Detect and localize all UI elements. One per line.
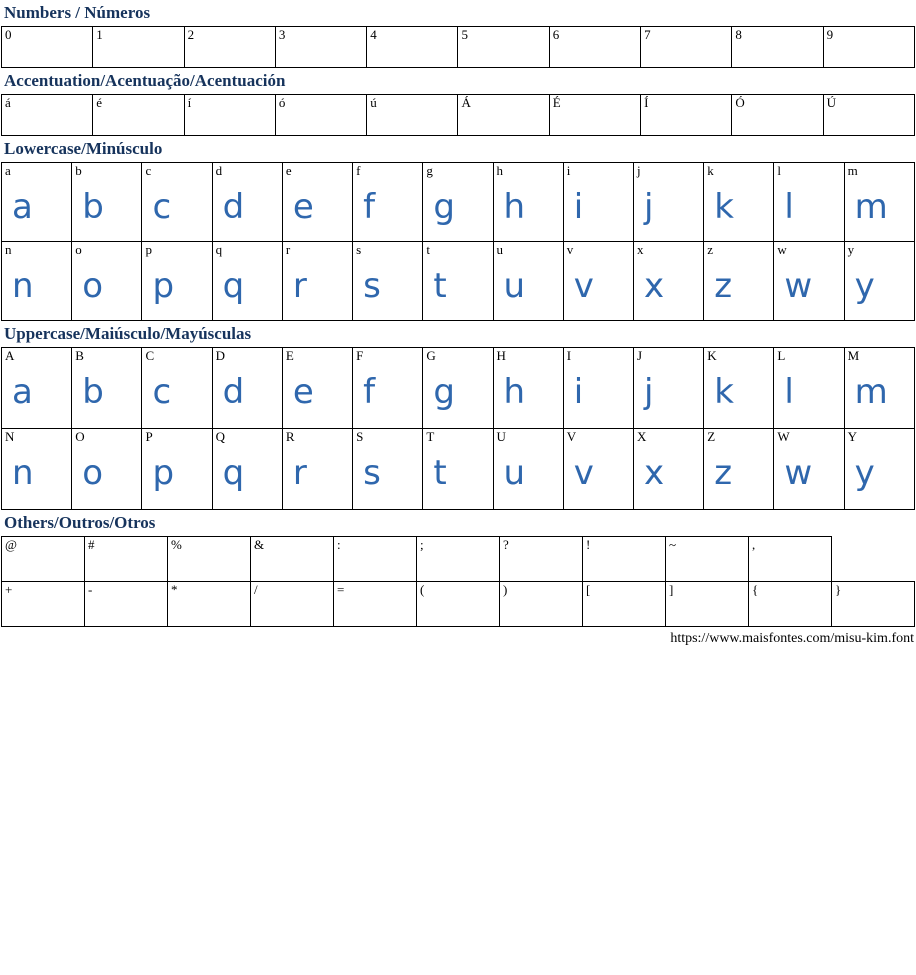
glyph-cell xyxy=(749,582,832,627)
glyph-cell xyxy=(251,582,334,627)
glyph-cell xyxy=(2,242,72,321)
glyph-sample: k xyxy=(714,372,734,412)
glyph-label: o xyxy=(75,242,82,257)
glyph-sample: r xyxy=(292,266,307,306)
glyph-cell xyxy=(500,537,583,582)
glyph-label: ~ xyxy=(669,537,677,552)
glyph-label: q xyxy=(215,242,223,257)
glyph-label: í xyxy=(187,95,192,110)
glyph-cell xyxy=(142,348,212,429)
glyph-label: # xyxy=(88,537,95,552)
glyph-cell xyxy=(732,95,823,136)
table-row xyxy=(2,163,915,242)
glyph-cell xyxy=(353,348,423,429)
glyph-sample: m xyxy=(854,372,888,412)
glyph-cell xyxy=(583,582,666,627)
glyph-sample: c xyxy=(152,372,172,412)
glyph-cell xyxy=(633,163,703,242)
glyph-cell xyxy=(493,163,563,242)
glyph-cell xyxy=(184,95,275,136)
glyph-sample: m xyxy=(854,187,888,227)
glyph-label: ú xyxy=(370,95,377,110)
glyph-label: } xyxy=(835,582,842,597)
glyph-label: é xyxy=(96,95,103,110)
glyph-label: l xyxy=(777,163,782,178)
glyph-cell xyxy=(563,429,633,510)
glyph-label: v xyxy=(566,242,574,257)
glyph-cell xyxy=(549,95,640,136)
glyph-cell xyxy=(563,348,633,429)
glyph-cell xyxy=(704,163,774,242)
glyph-sample: d xyxy=(222,187,245,227)
glyph-label: C xyxy=(145,348,155,363)
glyph-cell xyxy=(633,429,703,510)
glyph-cell xyxy=(353,429,423,510)
glyph-label: a xyxy=(5,163,11,178)
glyph-label: ; xyxy=(420,537,424,552)
glyph-sample: l xyxy=(784,187,794,227)
glyph-sample: o xyxy=(82,266,104,306)
glyph-label: Ó xyxy=(735,95,745,110)
glyph-label: { xyxy=(752,582,759,597)
glyph-sample: l xyxy=(784,372,794,412)
glyph-sample: q xyxy=(222,266,245,306)
glyph-cell xyxy=(72,429,142,510)
glyph-label: s xyxy=(356,242,362,257)
glyph-sample: e xyxy=(292,372,314,412)
glyph-sample: k xyxy=(714,187,734,227)
glyph-cell xyxy=(72,242,142,321)
glyph-label: ! xyxy=(586,537,591,552)
glyph-cell xyxy=(168,537,251,582)
glyph-label: I xyxy=(566,348,572,363)
glyph-label: , xyxy=(752,537,756,552)
glyph-cell xyxy=(666,537,749,582)
glyph-sample: y xyxy=(854,453,875,493)
glyph-sample: p xyxy=(152,453,175,493)
glyph-sample: w xyxy=(784,453,813,493)
glyph-label: c xyxy=(145,163,152,178)
glyph-label: k xyxy=(707,163,714,178)
glyph-sample: u xyxy=(503,266,526,306)
glyph-label: ( xyxy=(420,582,425,597)
glyph-label: 6 xyxy=(552,27,560,42)
glyph-cell xyxy=(2,95,93,136)
glyph-sample: x xyxy=(643,266,665,306)
glyph-cell xyxy=(2,429,72,510)
glyph-label: ó xyxy=(278,95,286,110)
glyph-label: P xyxy=(145,429,153,444)
glyph-cell xyxy=(423,163,493,242)
glyph-cell xyxy=(72,163,142,242)
glyph-sample: z xyxy=(714,453,733,493)
glyph-label: B xyxy=(75,348,84,363)
glyph-label: h xyxy=(496,163,504,178)
glyph-cell xyxy=(142,163,212,242)
glyph-cell xyxy=(633,348,703,429)
glyph-cell xyxy=(774,429,844,510)
others-table xyxy=(1,536,915,627)
glyph-sample: d xyxy=(222,372,245,412)
glyph-label: ? xyxy=(503,537,509,552)
glyph-cell xyxy=(142,242,212,321)
table-row xyxy=(2,537,915,582)
glyph-label: j xyxy=(636,163,641,178)
glyph-cell xyxy=(353,242,423,321)
glyph-cell xyxy=(666,582,749,627)
glyph-cell xyxy=(334,582,417,627)
glyph-cell xyxy=(367,27,458,68)
glyph-label: U xyxy=(496,429,506,444)
glyph-cell xyxy=(423,348,493,429)
glyph-cell xyxy=(184,27,275,68)
glyph-cell xyxy=(423,429,493,510)
glyph-cell xyxy=(275,95,366,136)
glyph-label: O xyxy=(75,429,85,444)
glyph-cell xyxy=(844,348,914,429)
section-title-others: Others/Outros/Otros xyxy=(4,513,156,532)
glyph-label: R xyxy=(285,429,295,444)
glyph-label: X xyxy=(636,429,647,444)
glyph-label: K xyxy=(707,348,717,363)
glyph-sample: b xyxy=(82,372,104,412)
glyph-label: G xyxy=(426,348,436,363)
glyph-label: Q xyxy=(215,429,226,444)
glyph-label: & xyxy=(254,537,265,552)
glyph-label: + xyxy=(5,582,13,597)
table-row xyxy=(2,27,915,68)
glyph-cell xyxy=(583,537,666,582)
glyph-label: W xyxy=(777,429,790,444)
glyph-sample: j xyxy=(643,187,654,227)
glyph-label: t xyxy=(426,242,430,257)
glyph-label: 8 xyxy=(735,27,742,42)
glyph-label: Z xyxy=(707,429,716,444)
glyph-label: á xyxy=(5,95,11,110)
glyph-cell xyxy=(212,348,282,429)
glyph-label: m xyxy=(847,163,858,178)
glyph-sample: f xyxy=(363,187,376,227)
glyph-cell xyxy=(367,95,458,136)
glyph-cell xyxy=(774,348,844,429)
glyph-label: F xyxy=(356,348,364,363)
glyph-cell xyxy=(704,429,774,510)
accentuation-table xyxy=(1,94,915,136)
glyph-sample: s xyxy=(363,266,381,306)
glyph-label: Á xyxy=(461,95,471,110)
glyph-cell xyxy=(85,537,168,582)
glyph-cell xyxy=(2,537,85,582)
glyph-cell xyxy=(823,95,914,136)
glyph-label: [ xyxy=(586,582,591,597)
glyph-cell xyxy=(212,242,282,321)
glyph-cell xyxy=(563,163,633,242)
glyph-sample: r xyxy=(292,453,307,493)
glyph-cell xyxy=(641,27,732,68)
glyph-cell xyxy=(749,537,832,582)
glyph-label: Ú xyxy=(826,95,837,110)
glyph-cell xyxy=(423,242,493,321)
glyph-label: g xyxy=(426,163,433,178)
table-row xyxy=(2,429,915,510)
glyph-cell xyxy=(2,27,93,68)
glyph-cell xyxy=(493,348,563,429)
glyph-label: n xyxy=(5,242,12,257)
glyph-sample: a xyxy=(12,372,33,412)
glyph-sample: h xyxy=(503,372,526,412)
section-title-uppercase: Uppercase/Maiúsculo/Mayúsculas xyxy=(4,324,252,343)
glyph-label: - xyxy=(88,582,93,597)
glyph-sample: j xyxy=(643,372,654,412)
glyph-label: w xyxy=(777,242,787,257)
glyph-cell xyxy=(275,27,366,68)
glyph-label: 9 xyxy=(826,27,834,42)
glyph-label: x xyxy=(636,242,644,257)
glyph-label: 2 xyxy=(187,27,195,42)
glyph-cell xyxy=(458,27,549,68)
glyph-sample: o xyxy=(82,453,104,493)
glyph-label: ] xyxy=(669,582,674,597)
section-title-numbers: Numbers / Números xyxy=(4,3,151,22)
glyph-sample: z xyxy=(714,266,733,306)
glyph-sample: h xyxy=(503,187,526,227)
glyph-sample: p xyxy=(152,266,175,306)
glyph-label: D xyxy=(215,348,226,363)
glyph-cell xyxy=(72,348,142,429)
glyph-label: = xyxy=(337,582,345,597)
glyph-sample: g xyxy=(433,372,455,412)
table-row xyxy=(2,95,915,136)
section-title-accentuation: Accentuation/Acentuação/Acentuación xyxy=(4,71,286,90)
glyph-label: f xyxy=(356,163,361,178)
glyph-sample: n xyxy=(12,453,34,493)
glyph-label: 0 xyxy=(5,27,12,42)
glyph-label: 4 xyxy=(370,27,377,42)
glyph-cell xyxy=(334,537,417,582)
glyph-label: z xyxy=(707,242,713,257)
glyph-label: M xyxy=(847,348,860,363)
glyph-label: @ xyxy=(5,537,17,552)
table-row xyxy=(2,348,915,429)
section-title-lowercase: Lowercase/Minúsculo xyxy=(4,139,163,158)
glyph-sample: n xyxy=(12,266,34,306)
glyph-label: * xyxy=(171,582,178,597)
glyph-cell xyxy=(774,242,844,321)
glyph-cell xyxy=(251,537,334,582)
glyph-cell xyxy=(823,27,914,68)
glyph-cell xyxy=(832,582,915,627)
glyph-sample: b xyxy=(82,187,104,227)
glyph-label: 7 xyxy=(644,27,651,42)
glyph-label: 3 xyxy=(278,27,286,42)
glyph-label: u xyxy=(496,242,504,257)
glyph-cell xyxy=(93,95,184,136)
glyph-cell xyxy=(417,537,500,582)
glyph-cell xyxy=(493,429,563,510)
glyph-label: S xyxy=(356,429,364,444)
table-row xyxy=(2,582,915,627)
glyph-label: N xyxy=(5,429,15,444)
glyph-cell xyxy=(282,429,352,510)
glyph-cell xyxy=(844,242,914,321)
numbers-table xyxy=(1,26,915,68)
glyph-label: Y xyxy=(847,429,858,444)
glyph-sample: g xyxy=(433,187,455,227)
glyph-cell xyxy=(458,95,549,136)
glyph-cell xyxy=(93,27,184,68)
glyph-cell xyxy=(774,163,844,242)
lowercase-table xyxy=(1,162,915,321)
glyph-sample: w xyxy=(784,266,813,306)
glyph-cell xyxy=(282,242,352,321)
glyph-cell xyxy=(641,95,732,136)
glyph-cell xyxy=(844,163,914,242)
glyph-cell xyxy=(500,582,583,627)
glyph-cell xyxy=(2,582,85,627)
glyph-cell xyxy=(353,163,423,242)
glyph-label: % xyxy=(171,537,182,552)
glyph-cell xyxy=(85,582,168,627)
glyph-label: r xyxy=(285,242,291,257)
glyph-cell xyxy=(844,429,914,510)
glyph-sample: c xyxy=(152,187,172,227)
glyph-cell xyxy=(212,429,282,510)
glyph-cell xyxy=(282,348,352,429)
glyph-label: e xyxy=(285,163,292,178)
glyph-label: y xyxy=(847,242,855,257)
glyph-cell xyxy=(549,27,640,68)
glyph-label: i xyxy=(566,163,571,178)
glyph-cell xyxy=(282,163,352,242)
glyph-cell xyxy=(2,348,72,429)
glyph-sample: q xyxy=(222,453,245,493)
glyph-label: 5 xyxy=(461,27,468,42)
glyph-sample: v xyxy=(573,453,594,493)
glyph-cell xyxy=(2,163,72,242)
glyph-label: ) xyxy=(503,582,508,597)
glyph-cell xyxy=(633,242,703,321)
glyph-sample: s xyxy=(363,453,381,493)
glyph-label: Í xyxy=(644,95,649,110)
glyph-cell xyxy=(704,348,774,429)
glyph-sample: i xyxy=(573,187,584,227)
glyph-label: A xyxy=(5,348,15,363)
glyph-label: É xyxy=(552,95,561,110)
glyph-cell xyxy=(212,163,282,242)
glyph-cell xyxy=(563,242,633,321)
glyph-cell xyxy=(732,27,823,68)
glyph-label: T xyxy=(426,429,435,444)
glyph-label: p xyxy=(145,242,152,257)
glyph-cell xyxy=(168,582,251,627)
glyph-label: 1 xyxy=(96,27,103,42)
glyph-label: E xyxy=(285,348,294,363)
glyph-sample: v xyxy=(573,266,594,306)
glyph-sample: e xyxy=(292,187,314,227)
glyph-label: : xyxy=(337,537,341,552)
glyph-sample: u xyxy=(503,453,526,493)
glyph-label: / xyxy=(254,582,258,597)
glyph-label: b xyxy=(75,163,82,178)
glyph-sample: t xyxy=(433,266,447,306)
table-row xyxy=(2,242,915,321)
glyph-label: V xyxy=(566,429,577,444)
glyph-sample: x xyxy=(643,453,665,493)
glyph-label: d xyxy=(215,163,223,178)
glyph-label: L xyxy=(777,348,786,363)
glyph-sample: a xyxy=(12,187,33,227)
glyph-sample: i xyxy=(573,372,584,412)
glyph-cell xyxy=(493,242,563,321)
glyph-cell xyxy=(417,582,500,627)
glyph-sample: f xyxy=(363,372,376,412)
glyph-label: J xyxy=(636,348,643,363)
source-url[interactable]: https://www.maisfontes.com/misu-kim.font xyxy=(670,631,914,646)
glyph-cell xyxy=(142,429,212,510)
uppercase-table xyxy=(1,347,915,510)
glyph-sample: y xyxy=(854,266,875,306)
glyph-sample: t xyxy=(433,453,447,493)
glyph-cell xyxy=(704,242,774,321)
glyph-label: H xyxy=(496,348,506,363)
